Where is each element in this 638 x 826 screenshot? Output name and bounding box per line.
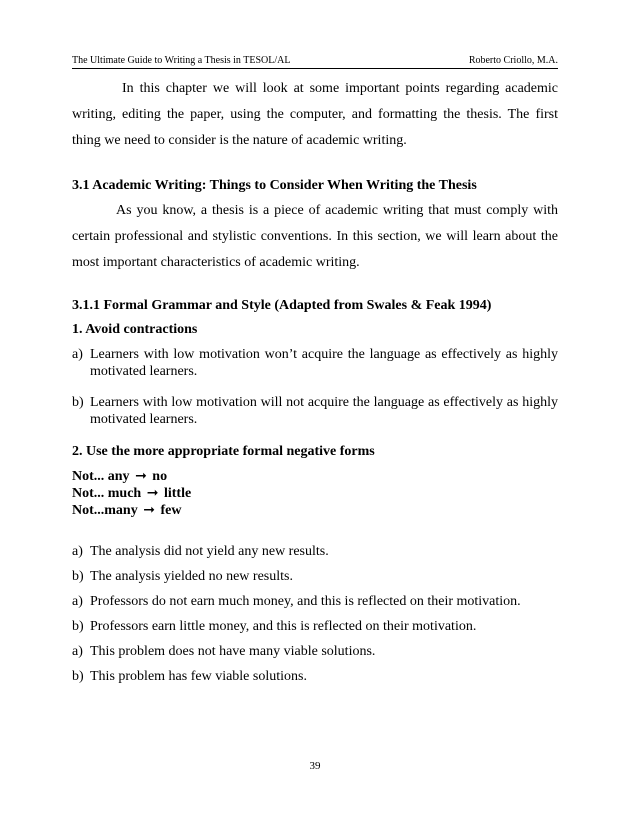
form-to: little [163,486,192,501]
form-from: Not...many [72,503,138,518]
item-text: Learners with low motivation won’t acquire the language as effectively as highly motivated learners. [90,347,558,379]
header-title: The Ultimate Guide to Writing a Thesis in TESOL/AL [72,55,291,66]
example-text: The analysis yielded no new results. [90,569,293,584]
arrow-right-icon: ➞ [146,485,159,501]
section-3-1-1-heading: 3.1.1 Formal Grammar and Style (Adapted from Swales & Feak 1994) [72,298,492,313]
example-row [72,593,558,610]
point-1-title: 1. Avoid contractions [72,322,198,337]
intro-paragraph: In this chapter we will look at some important points regarding academic writing, editing the paper, using the computer, and formatting the thesis. The first thing we need to consider is the nature of academic writing. [72,81,558,148]
page-number: 39 [309,760,321,772]
negative-form-row [72,502,558,519]
example-text: This problem has few viable solutions. [90,669,307,684]
example-label: b) [72,619,84,634]
example-label: a) [72,594,83,609]
page-content [72,76,558,685]
negative-forms [72,468,558,519]
header-author: Roberto Criollo, M.A. [468,55,558,66]
negative-form-row [72,485,558,502]
example-label: b) [72,569,84,584]
section-3-1-paragraph: As you know, a thesis is a piece of academic writing that must comply with certain professional and stylistic conventions. In this section, we will learn about the most important characteristics of academic writing. [72,203,558,270]
arrow-right-icon: ➞ [143,502,155,518]
form-from: Not... much [72,486,142,501]
example-text: Professors earn little money, and this is reflected on their motivation. [90,619,477,634]
example-label: a) [72,544,83,559]
example-text: This problem does not have many viable solutions. [90,644,376,659]
example-row [72,568,558,585]
form-to: few [160,503,182,518]
example-row [72,668,558,685]
example-label: a) [72,644,83,659]
item-label: a) [72,347,83,362]
list-item [72,394,558,428]
section-3-1-heading: 3.1 Academic Writing: Things to Consider When Writing the Thesis [72,178,477,193]
item-text: Learners with low motivation will not acquire the language as effectively as highly motivated learners. [90,395,558,427]
item-label: b) [72,395,84,410]
arrow-right-icon: ➞ [135,468,147,484]
example-text: The analysis did not yield any new results. [90,544,329,559]
form-from: Not... any [72,469,130,484]
example-row [72,643,558,660]
list-item [72,346,558,380]
example-row [72,543,558,560]
example-row [72,618,558,635]
form-to: no [152,469,168,484]
example-label: b) [72,669,84,684]
point-2-title: 2. Use the more appropriate formal negative forms [72,444,375,459]
running-header [72,52,558,69]
document-page [72,0,558,826]
example-text: Professors do not earn much money, and this is reflected on their motivation. [90,594,521,609]
negative-form-row [72,468,558,485]
